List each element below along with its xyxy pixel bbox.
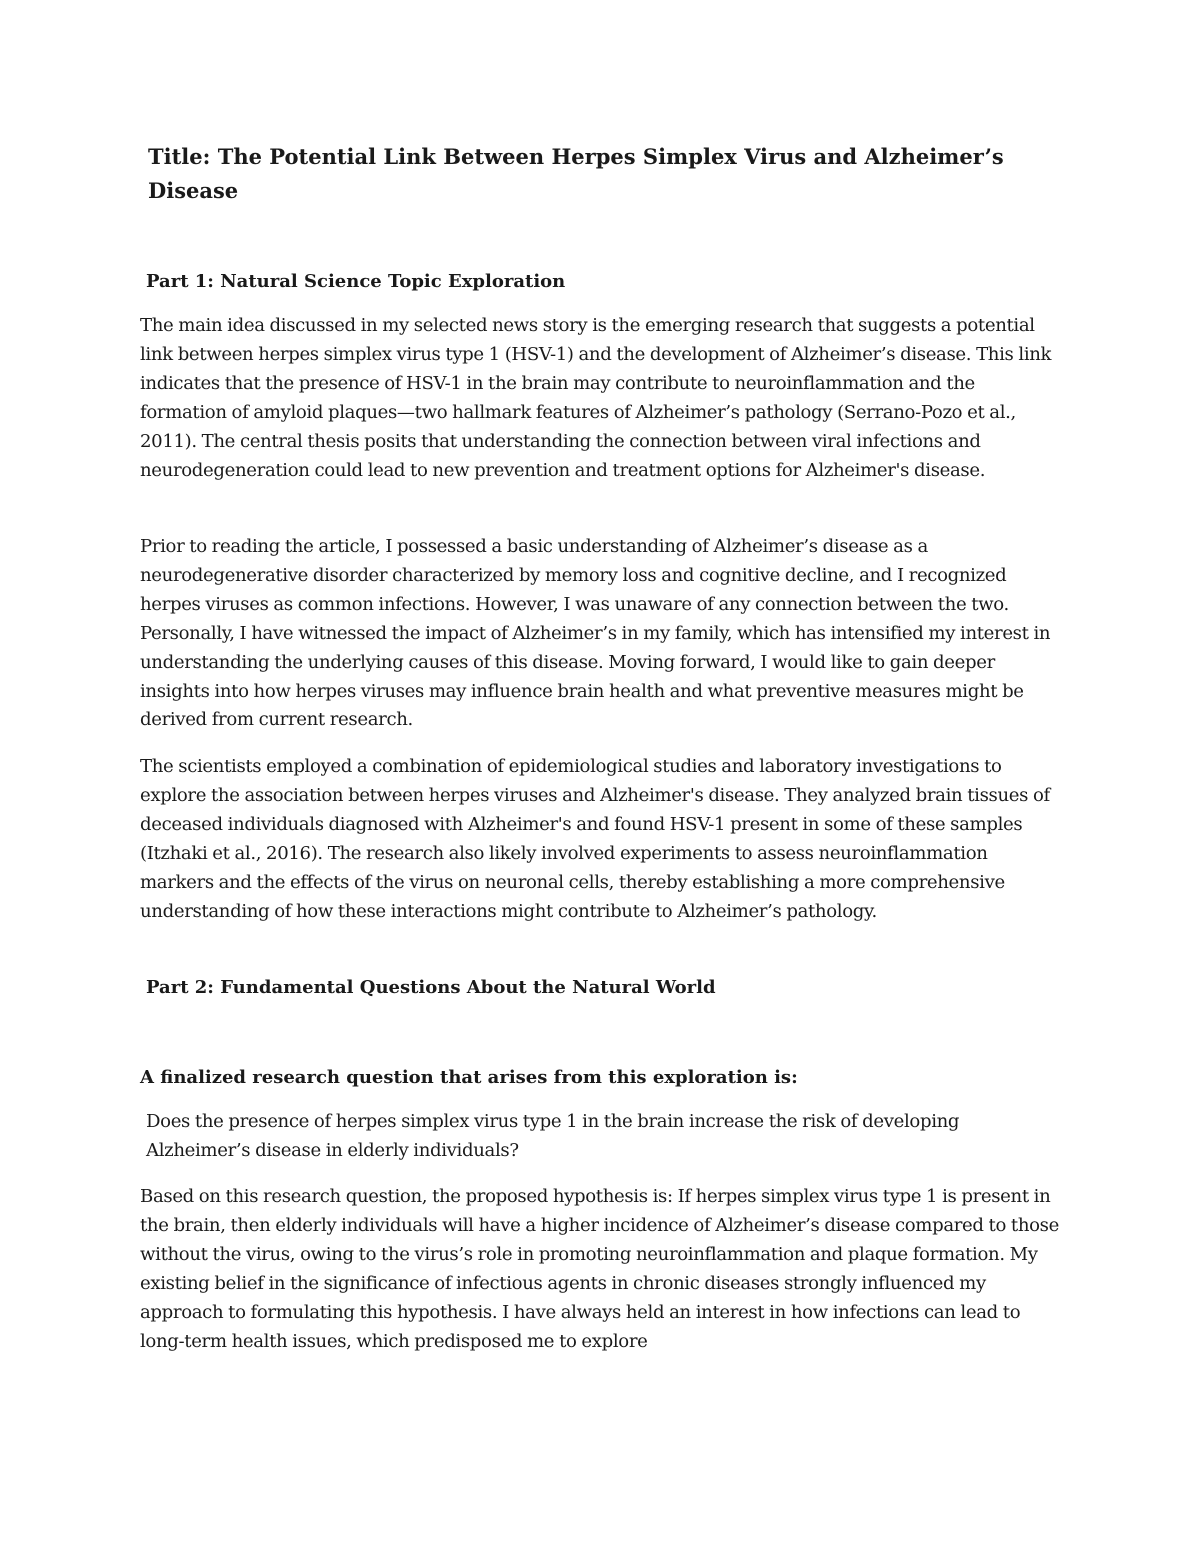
part1-paragraph-2: Prior to reading the article, I possessed a basic understanding of Alzheimer’s disease as a neurodegenerative disorder characterized by memory loss and cognitive decline, and I recognized herpes viruses as common infections. However, I was unaware of any connection between the two. Personally, I have witnessed the impact of Alzheimer’s in my family, which has intensified my interest in understanding the underlying causes of this disease. Moving forward, I would like to gain deeper insights into how herpes viruses may influence brain health and what preventive measures might be derived from current research. bbox=[140, 536, 1051, 731]
part1-paragraph-1: The main idea discussed in my selected news story is the emerging research that suggests a potential link between herpes simplex virus type 1 (HSV-1) and the development of Alzheimer’s disease. This link indicates that the presence of HSV-1 in the brain may contribute to neuroinflammation and the formation of amyloid plaques—two hallmark features of Alzheimer’s pathology (Serrano-Pozo et al., 2011). The central thesis posits that understanding the connection between viral infections and neurodegeneration could lead to new prevention and treatment options for Alzheimer's disease. bbox=[140, 315, 1052, 481]
document-title: Title: The Potential Link Between Herpes Simplex Virus and Alzheimer’s Disease bbox=[148, 144, 1004, 203]
research-question: Does the presence of herpes simplex virus type 1 in the brain increase the risk of developing Alzheimer’s disease in elderly individuals? bbox=[146, 1111, 960, 1161]
hypothesis-paragraph: Based on this research question, the proposed hypothesis is: If herpes simplex virus type 1 is present in the brain, then elderly individuals will have a higher incidence of Alzheimer’s disease compared to those without the virus, owing to the virus’s role in promoting neuroinflammation and plaque formation. My existing belief in the significance of infectious agents in chronic diseases strongly influenced my approach to formulating this hypothesis. I have always held an interest in how infections can lead to long-term health issues, which predisposed me to explore bbox=[140, 1186, 1059, 1352]
part2-heading: Part 2: Fundamental Questions About the Natural World bbox=[146, 977, 716, 998]
part1-paragraph-3: The scientists employed a combination of epidemiological studies and laboratory investigations to explore the association between herpes viruses and Alzheimer's disease. They analyzed brain tissues of deceased individuals diagnosed with Alzheimer's and found HSV-1 present in some of these samples (Itzhaki et al., 2016). The research also likely involved experiments to assess neuroinflammation markers and the effects of the virus on neuronal cells, thereby establishing a more comprehensive understanding of how these interactions might contribute to Alzheimer’s pathology. bbox=[140, 756, 1050, 922]
research-question-label: A finalized research question that arises from this exploration is: bbox=[140, 1067, 798, 1088]
part1-heading: Part 1: Natural Science Topic Exploration bbox=[146, 271, 566, 292]
